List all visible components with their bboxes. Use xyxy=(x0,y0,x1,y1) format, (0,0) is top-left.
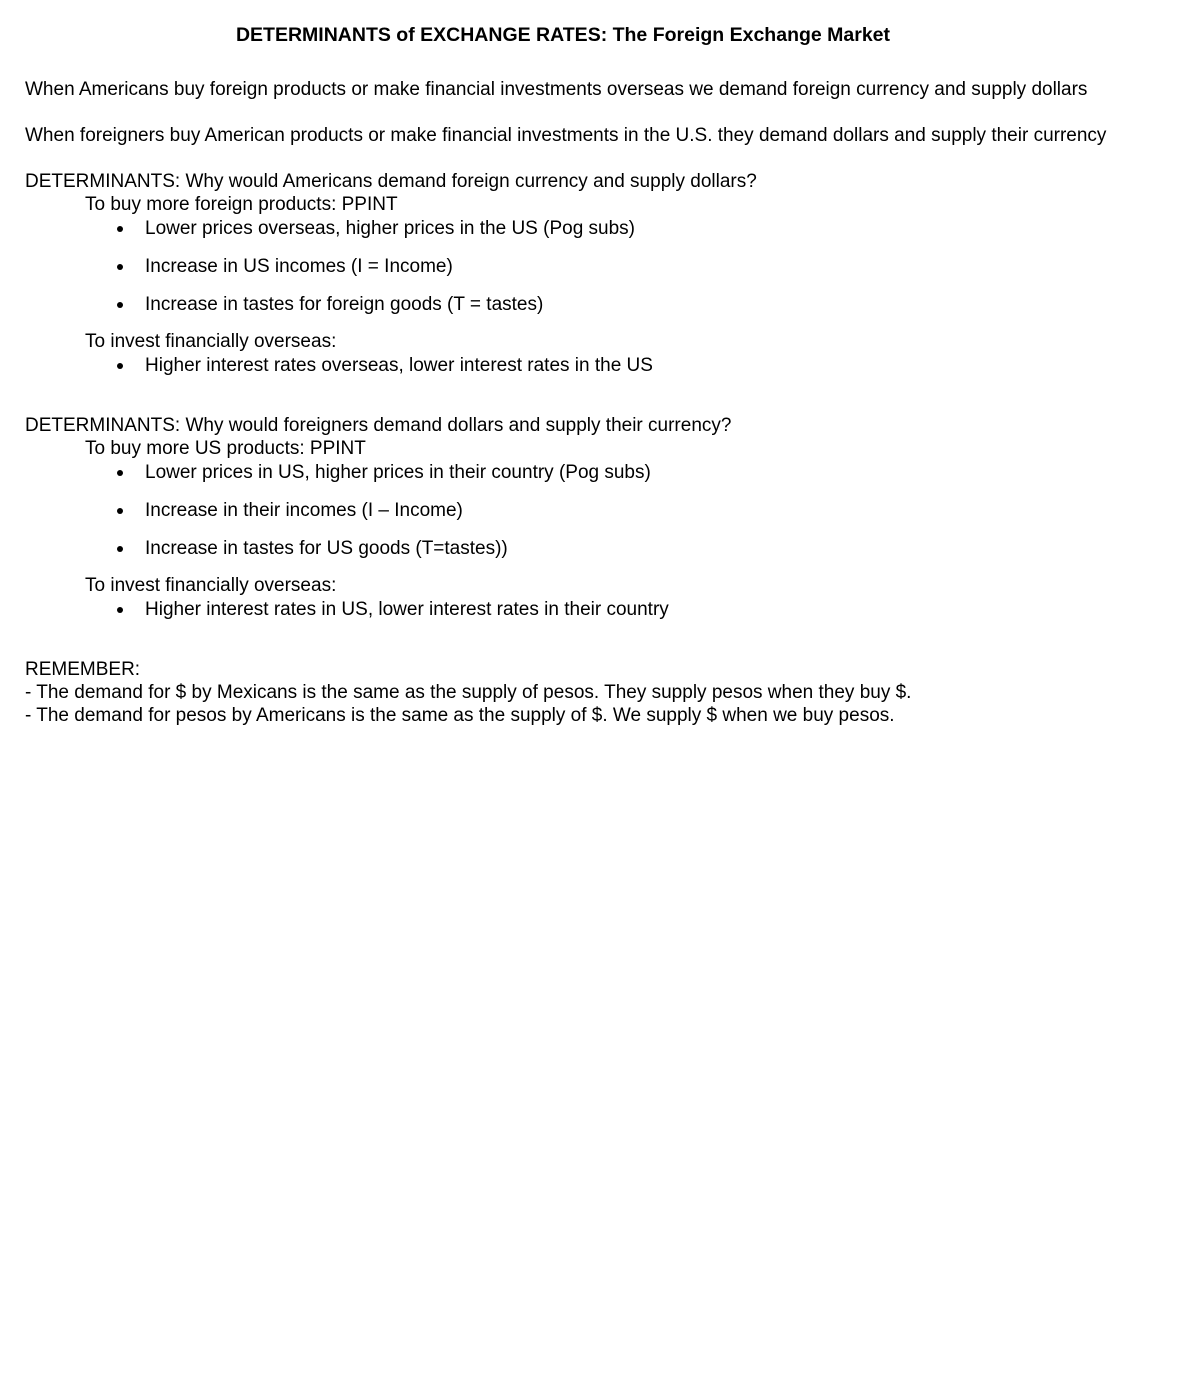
section-us-buy-heading: To buy more foreign products: PPINT xyxy=(85,194,398,215)
intro-americans: When Americans buy foreign products or make financial investments overseas we demand foreign currency and supply dollars xyxy=(25,79,1088,100)
section-us-invest-heading: To invest financially overseas: xyxy=(85,331,337,352)
remember-line: - The demand for $ by Mexicans is the same as the supply of pesos. They supply pesos when they buy $. xyxy=(25,682,912,703)
section-foreign-invest-heading: To invest financially overseas: xyxy=(85,575,337,596)
intro-foreigners: When foreigners buy American products or make financial investments in the U.S. they demand dollars and supply their currency xyxy=(25,125,1107,146)
remember-line: - The demand for pesos by Americans is the same as the supply of $. We supply $ when we buy pesos. xyxy=(25,705,895,726)
section-us-heading: DETERMINANTS: Why would Americans demand foreign currency and supply dollars? xyxy=(25,171,757,192)
section-foreign-buy-heading: To buy more US products: PPINT xyxy=(85,438,366,459)
document-title: DETERMINANTS of EXCHANGE RATES: The Foreign Exchange Market xyxy=(235,24,891,46)
section-foreign-heading: DETERMINANTS: Why would foreigners demand dollars and supply their currency? xyxy=(25,415,732,436)
remember-heading: REMEMBER: xyxy=(25,659,141,680)
document-page: DETERMINANTS of EXCHANGE RATES: The Foreign Exchange Market When Americans buy foreign products or make financial investments overseas we demand foreign currency and supply dollars When foreigners buy American products or make financial investments in the U.S. they demand dollars and supply their currency DETERMINANTS: Why would Americans demand foreign currency and supply dollars? To buy more foreign products: PPINT Lower prices overseas, higher prices in the US (Pog subs) Increase in US incomes (I = Income) Increase in tastes for foreign goods (T = tastes) To invest financially overseas: Higher interest rates overseas, lower interest rates in the US DETERMINANTS: Why would foreigners demand dollars and supply their currency? To buy more US products: PPINT Lower prices in US, higher prices in their country (Pog subs) Increase in their incomes (I – Income) Increase in tastes for US goods (T=tastes)) To invest financially overseas: Higher interest rates in US, lower interest rates in their country REMEMBER: - The demand for $ by Mexicans is the same as the supply of pesos. They supply pesos when they buy $. - The demand for pesos by Americans is the same as the supply of $. We supply $ when we buy pesos. xyxy=(0,0,1200,1384)
